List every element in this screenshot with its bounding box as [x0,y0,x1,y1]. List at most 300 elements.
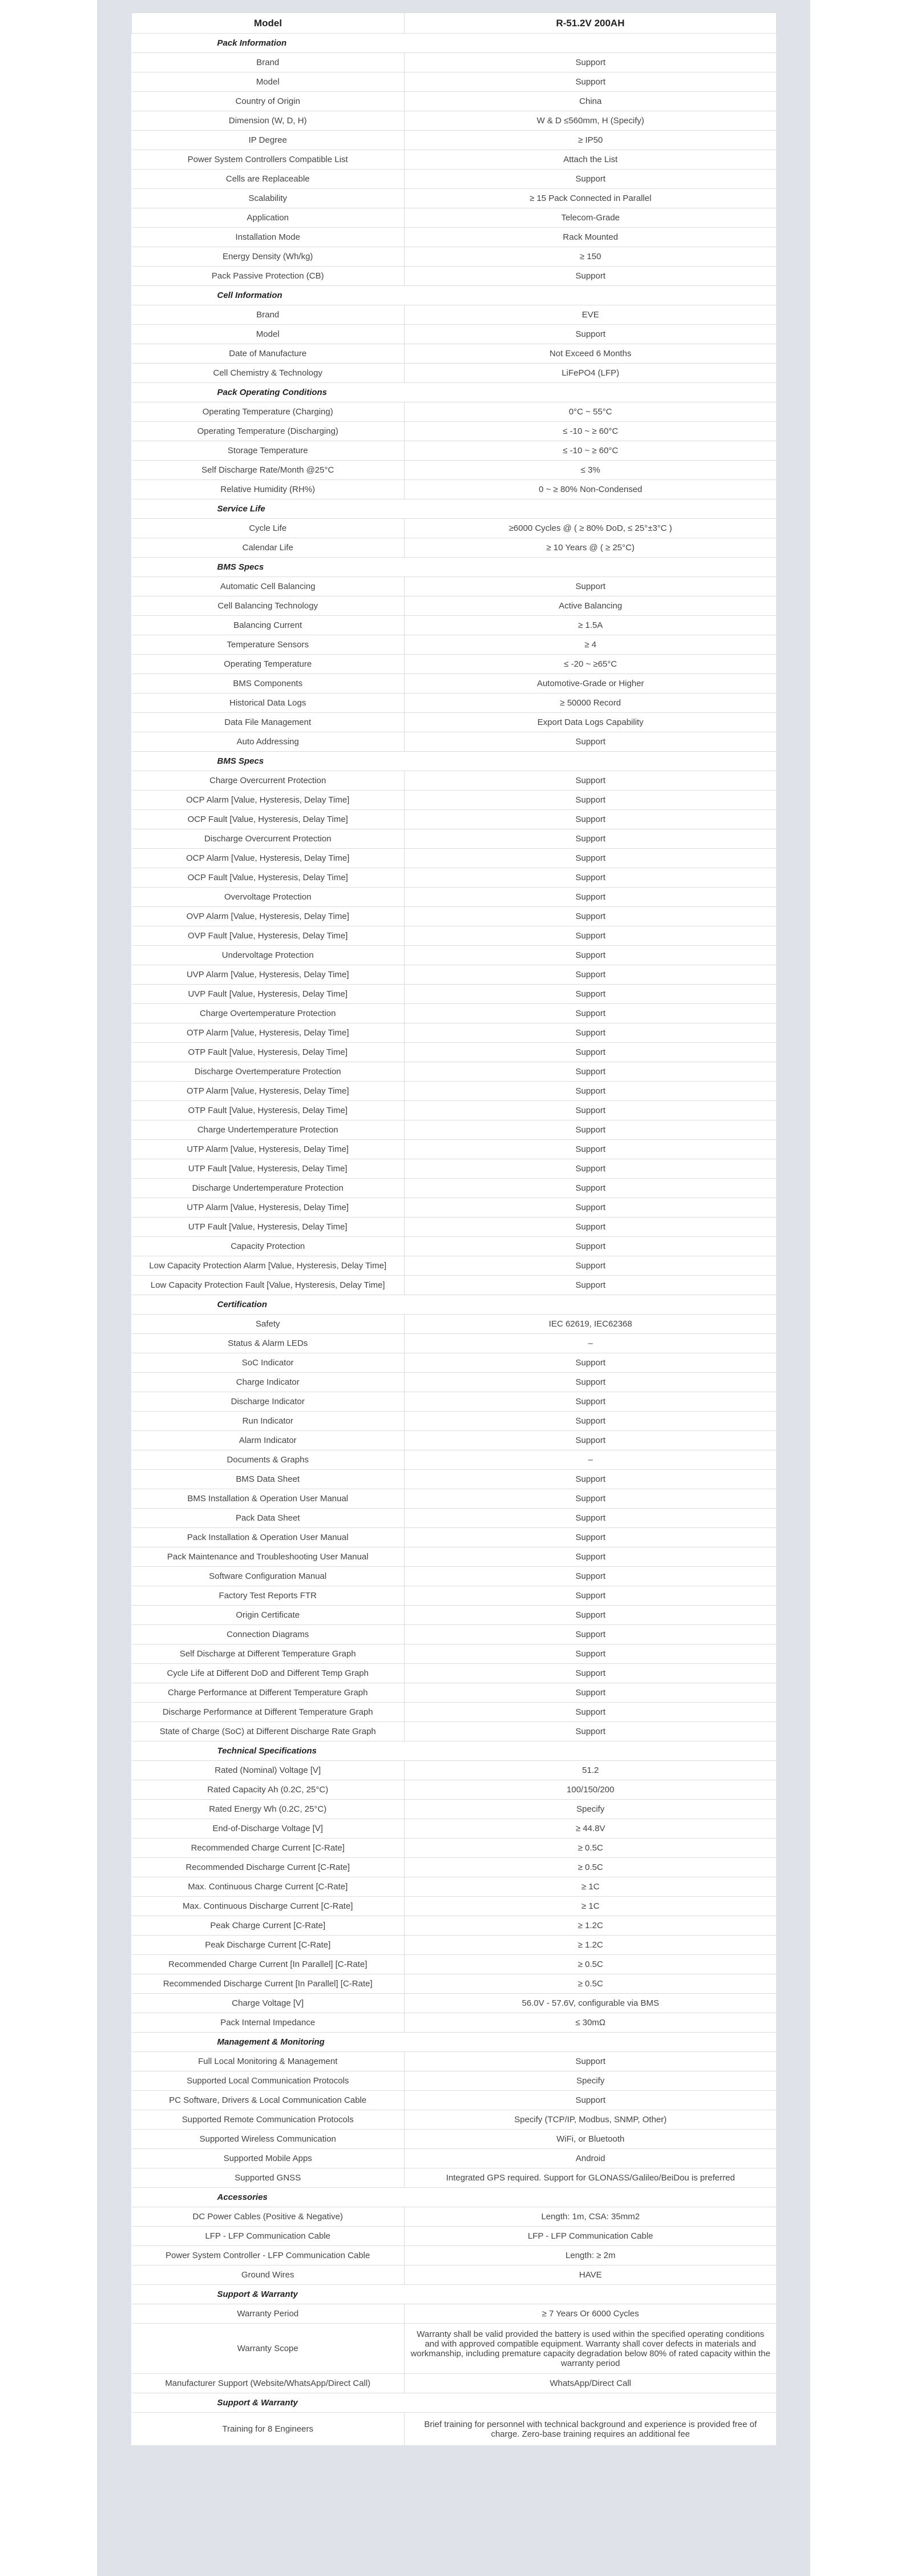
spec-label: Discharge Undertemperature Protection [132,1179,405,1198]
spec-label: Self Discharge at Different Temperature Graph [132,1644,405,1664]
spec-value: WiFi, or Bluetooth [405,2130,777,2149]
table-row [132,461,777,480]
spec-value: Support [405,1586,777,1606]
table-row [132,364,777,383]
spec-label: Charge Overtemperature Protection [132,1004,405,1023]
spec-label: Rated Capacity Ah (0.2C, 25°C) [132,1780,405,1800]
spec-value: ≥ 1.2C [405,1916,777,1936]
spec-value: Brief training for personnel with technical background and experience is provided free of charge. Zero-base training requires an additional fee [405,2413,777,2446]
section-heading-row [132,2393,777,2413]
spec-value: LFP - LFP Communication Cable [405,2227,777,2246]
spec-label: BMS Components [132,674,405,694]
spec-label: SoC Indicator [132,1353,405,1373]
spec-value: Support [405,732,777,752]
spec-sheet [131,13,776,2446]
spec-label: LFP - LFP Communication Cable [132,2227,405,2246]
spec-label: Cell Chemistry & Technology [132,364,405,383]
table-row [132,926,777,946]
table-header-row [132,13,777,34]
table-row [132,771,777,791]
spec-label: BMS Data Sheet [132,1470,405,1489]
spec-value: Support [405,72,777,92]
spec-label: Recommended Charge Current [C-Rate] [132,1839,405,1858]
spec-label: Model [132,72,405,92]
section-heading: Pack Operating Conditions [132,383,777,402]
spec-value: Support [405,907,777,926]
table-row [132,2374,777,2393]
spec-value: Support [405,1043,777,1062]
table-row [132,1800,777,1819]
spec-value: Support [405,1470,777,1489]
spec-value: ≥ 4 [405,635,777,655]
spec-label: Pack Maintenance and Troubleshooting User Manual [132,1547,405,1567]
spec-value: Support [405,1606,777,1625]
spec-value: – [405,1334,777,1353]
spec-value: WhatsApp/Direct Call [405,2374,777,2393]
spec-label: Rated (Nominal) Voltage [V] [132,1761,405,1780]
table-row [132,849,777,868]
spec-value: ≤ -10 ~ ≥ 60°C [405,422,777,441]
spec-label: Max. Continuous Discharge Current [C-Rate] [132,1897,405,1916]
table-row [132,325,777,344]
spec-value: Automotive-Grade or Higher [405,674,777,694]
spec-label: Discharge Performance at Different Temperature Graph [132,1703,405,1722]
spec-value: ≥ 7 Years Or 6000 Cycles [405,2304,777,2324]
section-heading: Technical Specifications [132,1741,777,1761]
table-row [132,1256,777,1276]
spec-label: OCP Alarm [Value, Hysteresis, Delay Time] [132,849,405,868]
spec-label: Pack Data Sheet [132,1509,405,1528]
table-row [132,2246,777,2265]
spec-label: Low Capacity Protection Alarm [Value, Hysteresis, Delay Time] [132,1256,405,1276]
spec-label: UTP Fault [Value, Hysteresis, Delay Time] [132,1159,405,1179]
spec-value: Support [405,888,777,907]
spec-value: Support [405,53,777,72]
spec-value: Support [405,1722,777,1741]
spec-label: Power System Controllers Compatible List [132,150,405,170]
section-heading-row [132,2188,777,2207]
table-row [132,1023,777,1043]
table-row [132,1082,777,1101]
table-row [132,1897,777,1916]
section-heading-row [132,383,777,402]
spec-label: Recommended Charge Current [In Parallel] [C-Rate] [132,1955,405,1974]
spec-label: Auto Addressing [132,732,405,752]
spec-label: Country of Origin [132,92,405,111]
spec-label: Manufacturer Support (Website/WhatsApp/Direct Call) [132,2374,405,2393]
spec-value: W & D ≤560mm, H (Specify) [405,111,777,131]
spec-value: Support [405,868,777,888]
table-row [132,53,777,72]
table-row [132,1528,777,1547]
spec-label: OTP Fault [Value, Hysteresis, Delay Time] [132,1101,405,1120]
spec-value: Support [405,1373,777,1392]
spec-value: Support [405,2052,777,2071]
section-heading: Pack Information [132,34,777,53]
spec-value: IEC 62619, IEC62368 [405,1315,777,1334]
spec-value: Support [405,1023,777,1043]
table-row [132,1761,777,1780]
table-row [132,946,777,965]
spec-label: End-of-Discharge Voltage [V] [132,1819,405,1839]
spec-value: 100/150/200 [405,1780,777,1800]
table-row [132,1489,777,1509]
section-heading-row [132,499,777,519]
table-row [132,1353,777,1373]
spec-value: Support [405,1062,777,1082]
spec-label: Installation Mode [132,228,405,247]
spec-table [131,13,777,2446]
table-row [132,2013,777,2033]
spec-label: Safety [132,1315,405,1334]
table-row [132,713,777,732]
spec-label: UVP Alarm [Value, Hysteresis, Delay Time] [132,965,405,985]
table-row [132,1373,777,1392]
spec-label: Balancing Current [132,616,405,635]
spec-label: DC Power Cables (Positive & Negative) [132,2207,405,2227]
spec-label: Discharge Overtemperature Protection [132,1062,405,1082]
spec-value: Specify [405,1800,777,1819]
spec-value: ≤ 3% [405,461,777,480]
spec-label: Recommended Discharge Current [In Parallel] [C-Rate] [132,1974,405,1994]
spec-value: Support [405,1664,777,1683]
section-heading-row [132,752,777,771]
spec-value: ≥ 1C [405,1877,777,1897]
table-row [132,538,777,558]
spec-value: Support [405,849,777,868]
spec-label: Temperature Sensors [132,635,405,655]
spec-label: Warranty Period [132,2304,405,2324]
section-heading: Cell Information [132,286,777,305]
spec-label: Cells are Replaceable [132,170,405,189]
spec-label: Self Discharge Rate/Month @25°C [132,461,405,480]
spec-label: UTP Alarm [Value, Hysteresis, Delay Time] [132,1140,405,1159]
spec-value: Not Exceed 6 Months [405,344,777,364]
spec-value: Attach the List [405,150,777,170]
table-row [132,1683,777,1703]
table-row [132,344,777,364]
table-row [132,965,777,985]
spec-value: ≤ 30mΩ [405,2013,777,2033]
spec-label: Charge Overcurrent Protection [132,771,405,791]
table-row [132,2130,777,2149]
spec-value: Support [405,1198,777,1218]
table-row [132,1276,777,1295]
table-row [132,888,777,907]
spec-value: ≥ 150 [405,247,777,267]
spec-label: Data File Management [132,713,405,732]
table-row [132,577,777,596]
spec-value: Support [405,577,777,596]
spec-value: HAVE [405,2265,777,2285]
spec-label: Storage Temperature [132,441,405,461]
spec-value: Support [405,1256,777,1276]
spec-value: Warranty shall be valid provided the battery is used within the specified operating conditions and with approved compatible equipment. Warranty shall cover defects in materials and workmanship, including premature capacity degradation below 80% of rated capacity within the warranty period [405,2324,777,2374]
table-row [132,1198,777,1218]
spec-label: Capacity Protection [132,1237,405,1256]
spec-label: OVP Fault [Value, Hysteresis, Delay Time] [132,926,405,946]
table-row [132,1858,777,1877]
table-row [132,131,777,150]
table-row [132,1159,777,1179]
spec-label: Operating Temperature (Discharging) [132,422,405,441]
table-row [132,1315,777,1334]
table-row [132,1606,777,1625]
spec-value: ≥ 1.2C [405,1936,777,1955]
table-row [132,1839,777,1858]
table-row [132,111,777,131]
spec-label: Scalability [132,189,405,208]
spec-label: Charge Indicator [132,1373,405,1392]
spec-label: OCP Fault [Value, Hysteresis, Delay Time] [132,810,405,829]
spec-label: OCP Fault [Value, Hysteresis, Delay Time] [132,868,405,888]
spec-value: Android [405,2149,777,2168]
table-row [132,1974,777,1994]
spec-label: IP Degree [132,131,405,150]
spec-value: ≥ 44.8V [405,1819,777,1839]
section-heading-row [132,1295,777,1315]
spec-label: Pack Internal Impedance [132,2013,405,2033]
spec-label: Automatic Cell Balancing [132,577,405,596]
spec-value: ≥ 50000 Record [405,694,777,713]
spec-value: ≥ 1C [405,1897,777,1916]
table-row [132,1334,777,1353]
spec-label: Software Configuration Manual [132,1567,405,1586]
spec-value: Length: 1m, CSA: 35mm2 [405,2207,777,2227]
section-heading-row [132,2285,777,2304]
table-row [132,1120,777,1140]
spec-value: Support [405,1101,777,1120]
section-heading: Support & Warranty [132,2393,777,2413]
spec-value: Rack Mounted [405,228,777,247]
spec-value: Support [405,1276,777,1295]
spec-label: State of Charge (SoC) at Different Discharge Rate Graph [132,1722,405,1741]
spec-label: UTP Fault [Value, Hysteresis, Delay Time] [132,1218,405,1237]
table-row [132,674,777,694]
spec-label: UTP Alarm [Value, Hysteresis, Delay Time] [132,1198,405,1218]
table-row [132,1392,777,1412]
table-row [132,1509,777,1528]
table-row [132,2265,777,2285]
table-row [132,810,777,829]
table-row [132,2071,777,2091]
table-row [132,247,777,267]
spec-label: Brand [132,305,405,325]
table-row [132,868,777,888]
table-row [132,1780,777,1800]
spec-value: Support [405,1703,777,1722]
spec-label: Connection Diagrams [132,1625,405,1644]
spec-value: Support [405,1509,777,1528]
table-row [132,2304,777,2324]
spec-value: ≥ 10 Years @ ( ≥ 25°C) [405,538,777,558]
spec-value: Support [405,1431,777,1450]
spec-label: Max. Continuous Charge Current [C-Rate] [132,1877,405,1897]
spec-label: Calendar Life [132,538,405,558]
section-heading: Certification [132,1295,777,1315]
table-row [132,228,777,247]
table-row [132,2324,777,2374]
spec-value: Specify [405,2071,777,2091]
spec-value: Support [405,1625,777,1644]
section-heading-row [132,2033,777,2052]
spec-label: Peak Charge Current [C-Rate] [132,1916,405,1936]
spec-label: Supported Remote Communication Protocols [132,2110,405,2130]
section-heading-row [132,34,777,53]
spec-value: – [405,1450,777,1470]
spec-label: Operating Temperature [132,655,405,674]
table-row [132,1586,777,1606]
spec-value: Support [405,1528,777,1547]
spec-value: Support [405,1392,777,1412]
spec-label: Cycle Life at Different DoD and Different Temp Graph [132,1664,405,1683]
table-row [132,1218,777,1237]
spec-label: Status & Alarm LEDs [132,1334,405,1353]
table-row [132,189,777,208]
spec-value: 0°C ~ 55°C [405,402,777,422]
spec-label: Pack Installation & Operation User Manual [132,1528,405,1547]
spec-label: Run Indicator [132,1412,405,1431]
spec-value: Support [405,829,777,849]
table-row [132,732,777,752]
spec-label: Low Capacity Protection Fault [Value, Hysteresis, Delay Time] [132,1276,405,1295]
spec-value: Support [405,1644,777,1664]
spec-label: Full Local Monitoring & Management [132,2052,405,2071]
table-row [132,635,777,655]
table-row [132,1140,777,1159]
table-row [132,1237,777,1256]
spec-label: Charge Performance at Different Temperature Graph [132,1683,405,1703]
spec-value: Active Balancing [405,596,777,616]
spec-label: Supported GNSS [132,2168,405,2188]
table-row [132,791,777,810]
table-row [132,1625,777,1644]
table-row [132,1994,777,2013]
spec-label: Rated Energy Wh (0.2C, 25°C) [132,1800,405,1819]
spec-value: Support [405,965,777,985]
spec-label: Energy Density (Wh/kg) [132,247,405,267]
spec-value: 0 ~ ≥ 80% Non-Condensed [405,480,777,499]
spec-label: OTP Alarm [Value, Hysteresis, Delay Time] [132,1023,405,1043]
spec-value: Support [405,771,777,791]
spec-label: Factory Test Reports FTR [132,1586,405,1606]
table-row [132,655,777,674]
table-row [132,1703,777,1722]
spec-label: Overvoltage Protection [132,888,405,907]
section-heading: Management & Monitoring [132,2033,777,2052]
table-row [132,2207,777,2227]
spec-label: Date of Manufacture [132,344,405,364]
spec-label: UVP Fault [Value, Hysteresis, Delay Time] [132,985,405,1004]
table-row [132,1470,777,1489]
spec-value: Support [405,325,777,344]
table-row [132,441,777,461]
spec-value: Support [405,1353,777,1373]
spec-value: Support [405,267,777,286]
section-heading-row [132,286,777,305]
table-row [132,1547,777,1567]
section-heading-row [132,1741,777,1761]
spec-value: 56.0V - 57.6V, configurable via BMS [405,1994,777,2013]
table-row [132,305,777,325]
spec-value: ≥ IP50 [405,131,777,150]
spec-label: OTP Fault [Value, Hysteresis, Delay Time] [132,1043,405,1062]
header-model-value: R-51.2V 200AH [405,13,777,34]
spec-label: Cycle Life [132,519,405,538]
table-row [132,480,777,499]
table-row [132,2110,777,2130]
spec-value: ≥ 1.5A [405,616,777,635]
table-row [132,1936,777,1955]
spec-label: Discharge Indicator [132,1392,405,1412]
spec-value: Length: ≥ 2m [405,2246,777,2265]
spec-label: Training for 8 Engineers [132,2413,405,2446]
table-row [132,596,777,616]
spec-value: Support [405,985,777,1004]
spec-value: Support [405,1683,777,1703]
table-row [132,267,777,286]
spec-label: BMS Installation & Operation User Manual [132,1489,405,1509]
section-heading: BMS Specs [132,558,777,577]
spec-value: ≥ 0.5C [405,1974,777,1994]
table-row [132,829,777,849]
spec-table-body [132,34,777,2446]
spec-label: Application [132,208,405,228]
table-row [132,150,777,170]
table-row [132,1431,777,1450]
spec-label: Historical Data Logs [132,694,405,713]
spec-value: Support [405,1140,777,1159]
spec-label: Peak Discharge Current [C-Rate] [132,1936,405,1955]
spec-label: Ground Wires [132,2265,405,2285]
spec-label: Warranty Scope [132,2324,405,2374]
table-row [132,1722,777,1741]
spec-value: EVE [405,305,777,325]
spec-label: Documents & Graphs [132,1450,405,1470]
section-heading-row [132,558,777,577]
table-row [132,170,777,189]
table-row [132,1664,777,1683]
spec-value: ≥6000 Cycles @ ( ≥ 80% DoD, ≤ 25°±3°C ) [405,519,777,538]
spec-value: Support [405,1120,777,1140]
table-row [132,2091,777,2110]
spec-value: Support [405,946,777,965]
section-heading: Accessories [132,2188,777,2207]
spec-value: Support [405,926,777,946]
section-heading: Support & Warranty [132,2285,777,2304]
spec-label: Model [132,325,405,344]
spec-value: Support [405,1082,777,1101]
table-row [132,519,777,538]
spec-label: OCP Alarm [Value, Hysteresis, Delay Time] [132,791,405,810]
table-row [132,402,777,422]
spec-label: Brand [132,53,405,72]
spec-value: ≤ -10 ~ ≥ 60°C [405,441,777,461]
table-row [132,1004,777,1023]
table-row [132,1644,777,1664]
spec-label: Dimension (W, D, H) [132,111,405,131]
table-row [132,907,777,926]
spec-value: Support [405,1547,777,1567]
spec-value: Support [405,1567,777,1586]
spec-label: Alarm Indicator [132,1431,405,1450]
spec-value: Support [405,170,777,189]
table-row [132,1101,777,1120]
table-row [132,985,777,1004]
spec-value: ≥ 0.5C [405,1955,777,1974]
spec-value: Support [405,810,777,829]
table-row [132,2168,777,2188]
